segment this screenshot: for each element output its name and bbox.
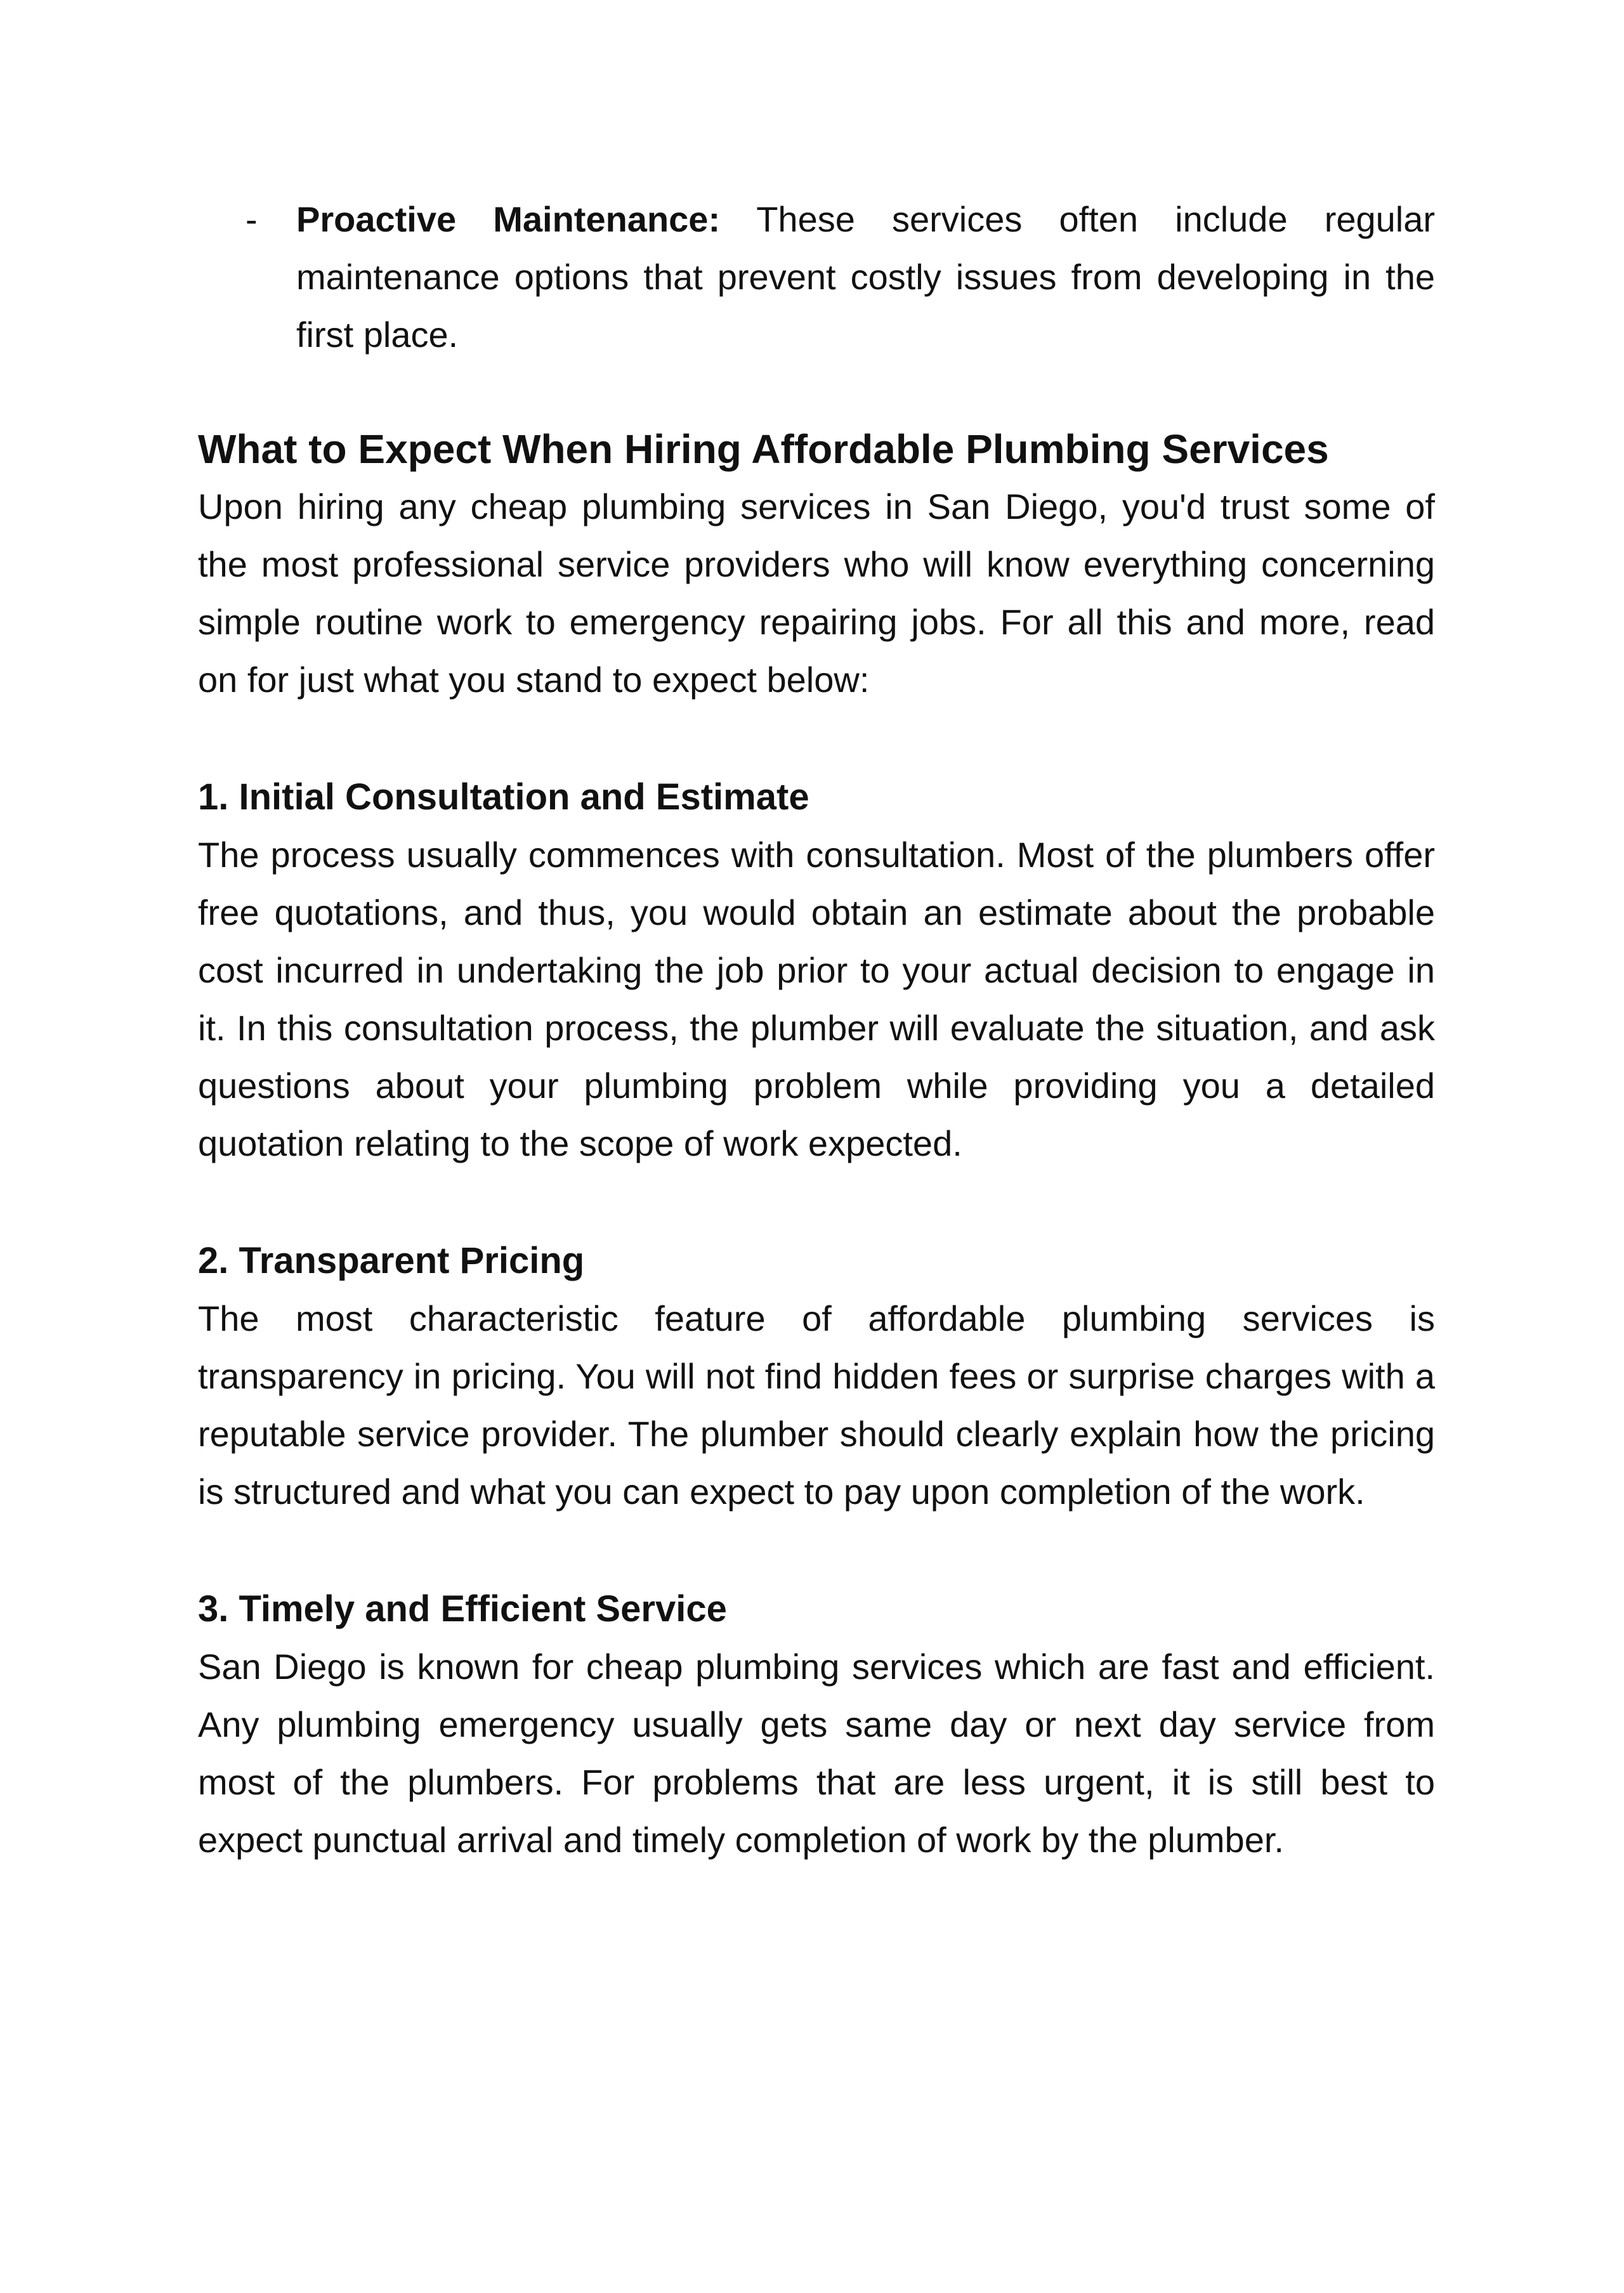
item-heading-service: 3. Timely and Efficient Service — [198, 1588, 727, 1630]
bullet-lead: Proactive Maintenance: — [296, 199, 721, 239]
item-body-pricing: The most characteristic feature of affordable plumbing services is transparency in pricing. You will not find hidden fees or surprise charges with a reputable service provider. The plumber should clearly explain how the pricing is structured and what you can expect to pay upon completion of the work. — [198, 1298, 1435, 1512]
item-body-consultation: The process usually commences with consultation. Most of the plumbers offer free quotations, and thus, you would obtain an estimate about the probable cost incurred in undertaking the job prior to your actual decision to engage in it. In this consultation process, the plumber will evaluate the situation, and ask questions about your plumbing problem while providing you a detailed quotation relating to the scope of work expected. — [198, 835, 1435, 1163]
section-intro: Upon hiring any cheap plumbing services in San Diego, you'd trust some of the most professional service providers who will know everything concerning simple routine work to emergency repairing jobs. For all this and more, read on for just what you stand to expect below: — [198, 487, 1435, 700]
item-body-service: San Diego is known for cheap plumbing services which are fast and efficient. Any plumbing emergency usually gets same day or next day service from most of the plumbers. For problems that are less urgent, it is still best to expect punctual arrival and timely completion of work by the plumber. — [198, 1647, 1435, 1860]
section-heading: What to Expect When Hiring Affordable Plumbing Services — [198, 426, 1329, 472]
bullet-body: These services often include regular maintenance options that prevent costly issues from developing in the first place. — [296, 199, 1436, 355]
page-content — [198, 190, 1435, 1869]
item-heading-consultation: 1. Initial Consultation and Estimate — [198, 776, 809, 818]
bullet-item-proactive-maintenance — [198, 190, 1435, 363]
item-heading-pricing: 2. Transparent Pricing — [198, 1240, 585, 1281]
bullet-text — [296, 190, 1435, 363]
bullet-dash: - — [246, 199, 258, 239]
